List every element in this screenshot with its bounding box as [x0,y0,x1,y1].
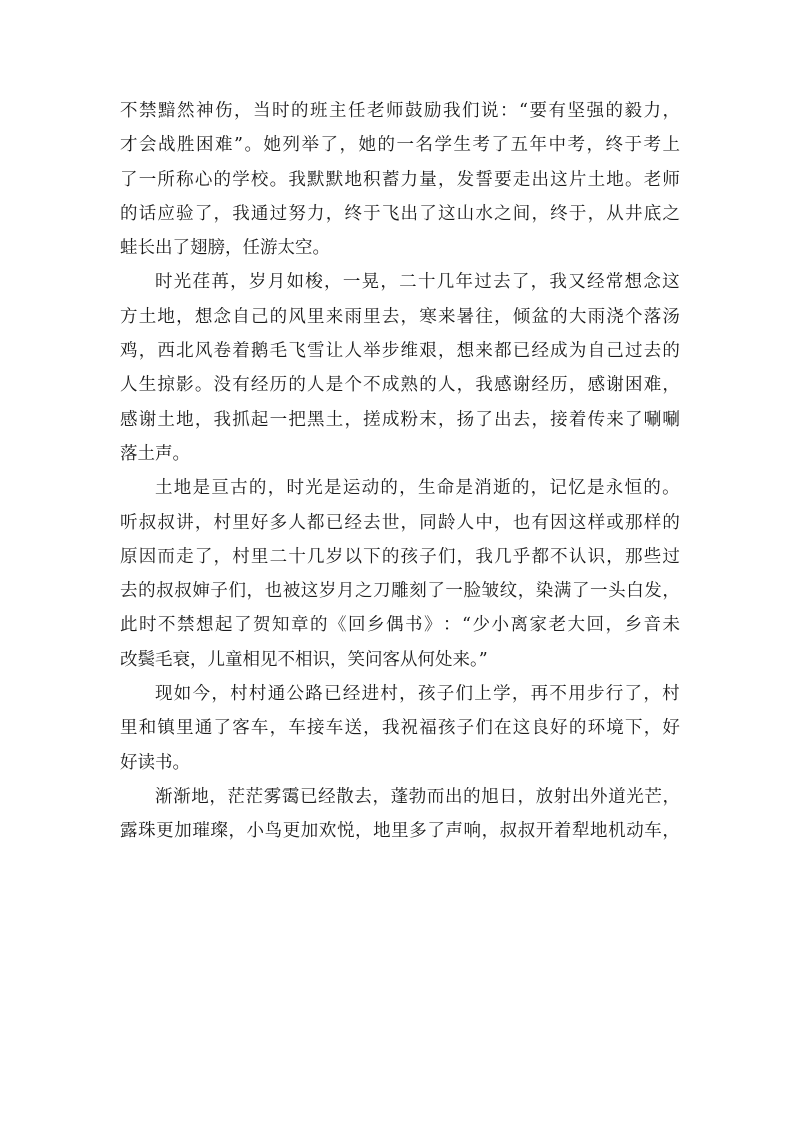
text-line: 方 土 地 ， 想 念 自 己 的 风 里 来 雨 里 去 ， 寒 来 暑 往 ， 倾 盆 的 大 雨 浇 个 落 汤 [120,306,680,327]
text-line: 去 的 叔 叔 婶 子 们 ， 也 被 这 岁 月 之 刀 雕 刻 了 一 脸 皱 纹 ， 染 满 了 一 头 白 发 ， [120,581,680,602]
text-line: 不 禁 黯 然 神 伤 ， 当 时 的 班 主 任 老 师 鼓 励 我 们 说 ： “ 要 有 坚 强 的 毅 力 ， [120,101,680,121]
text-line: 改鬓毛衰，儿童相见不相识，笑问客从何处来。” [120,649,488,670]
text-line: 的 话 应 验 了 ， 我 通 过 努 力 ， 终 于 飞 出 了 这 山 水 之 间 ， 终 于 ， 从 井 底 之 [120,203,680,224]
text-line: 人 生 掠 影 。 没 有 经 历 的 人 是 个 不 成 熟 的 人 ， 我 感 谢 经 历 ， 感 谢 困 难 ， [120,375,680,396]
text-line: 渐 渐 地 ， 茫 茫 雾 霭 已 经 散 去 ， 蓬 勃 而 出 的 旭 日 ， 放 射 出 外 道 光 芒 ， [155,786,680,807]
text-line: 听 叔 叔 讲 ， 村 里 好 多 人 都 已 经 去 世 ， 同 龄 人 中 ， 也 有 因 这 样 或 那 样 的 [120,512,680,533]
text-line: 里 和 镇 里 通 了 客 车 ， 车 接 车 送 ， 我 祝 福 孩 子 们 在 这 良 好 的 环 境 下 ， 好 [120,718,680,739]
text-line: 原 因 而 走 了 ， 村 里 二 十 几 岁 以 下 的 孩 子 们 ， 我 几 乎 都 不 认 识 ， 那 些 过 [120,546,680,567]
text-line: 露 珠 更 加 璀 璨 ， 小 鸟 更 加 欢 悦 ， 地 里 多 了 声 响 ， 叔 叔 开 着 犁 地 机 动 车 ， [120,821,680,842]
text-line: 鸡 ， 西 北 风 卷 着 鹅 毛 飞 雪 让 人 举 步 维 艰 ， 想 来 都 已 经 成 为 自 己 过 去 的 [120,341,680,362]
text-line: 好读书。 [120,752,190,773]
text-line: 了 一 所 称 心 的 学 校 。 我 默 默 地 积 蓄 力 量 ， 发 誓 要 走 出 这 片 土 地 。 老 师 [120,169,680,190]
text-line: 蛙长出了翅膀，任游太空。 [120,238,330,259]
text-line: 才 会 战 胜 困 难 ” 。 她 列 举 了 ， 她 的 一 名 学 生 考 了 五 年 中 考 ， 终 于 考 上 [120,135,680,156]
text-line: 土 地 是 亘 古 的 ， 时 光 是 运 动 的 ， 生 命 是 消 逝 的 ， 记 忆 是 永 恒 的 。 [155,478,680,499]
text-line: 时 光 荏 苒 ， 岁 月 如 梭 ， 一 晃 ， 二 十 几 年 过 去 了 ， 我 又 经 常 想 念 这 [155,272,680,293]
text-line: 现 如 今 ， 村 村 通 公 路 已 经 进 村 ， 孩 子 们 上 学 ， 再 不 用 步 行 了 ， 村 [155,684,680,705]
essay-body [120,94,680,849]
text-line: 感 谢 土 地 ， 我 抓 起 一 把 黑 土 ， 搓 成 粉 末 ， 扬 了 出 去 ， 接 着 传 来 了 唰 唰 [120,409,680,430]
text-line: 落土声。 [120,443,190,464]
text-line: 此 时 不 禁 想 起 了 贺 知 章 的 《 回 乡 偶 书 》 ： “ 少 小 离 家 老 大 回 ， 乡 音 未 [120,615,680,636]
